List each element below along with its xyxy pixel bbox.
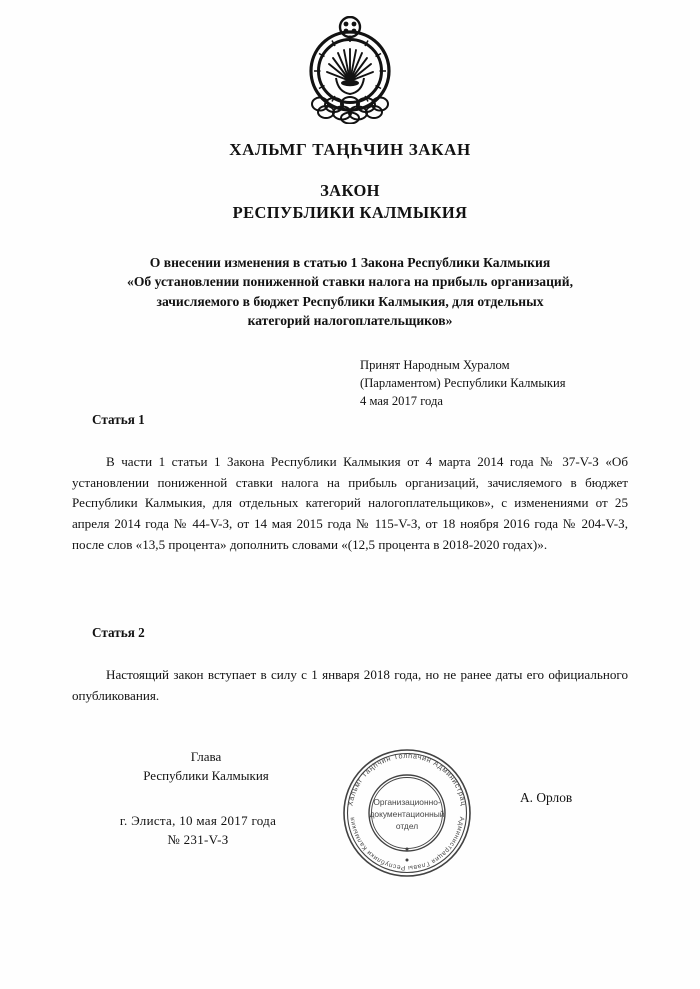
article-2-body: Настоящий закон вступает в силу с 1 января 2018 года, но не ранее даты его официального опубликования. [72,667,628,703]
stamp-middle-ring-text: Администрация Главы Республики Калмыкия [349,816,465,872]
document-subject-title [72,253,628,330]
document-subject-line-3: зачисляемого в бюджет Республики Калмыкия, для отдельных [156,293,544,309]
place-and-date-block [78,812,318,850]
adoption-note-line-2: (Парламентом) Республики Калмыкия [360,375,566,390]
document-subject-line-1: О внесении изменения в статью 1 Закона Республики Калмыкия [149,255,551,270]
stamp-dot-upper [406,848,409,851]
round-stamp-icon [334,746,480,880]
signatory-title-line-2: Республики Калмыкия [143,767,269,783]
official-stamp [334,746,480,880]
article-1-body: В части 1 статьи 1 Закона Республики Калмыкия от 4 марта 2014 года № 37-V-З «Об установлении пониженной ставки налога на прибыль организаций, зачисляемого в бюджет Республики Калмыкия, для отдельных категорий налогоплательщиков», с изменениями от 25 апреля 2014 года № 44-V-З, от 14 мая 2015 года № 115-V-З, от 18 ноября 2016 года № 204-V-З, после слов «13,5 процента» дополнить словами «(12,5 процента в 2018-2020 годах)». [72,454,628,552]
article-1-heading: Статья 1 [92,412,145,427]
stamp-inner-line-3: отдел [395,821,419,831]
signatory-title-line-1: Глава [190,749,222,764]
adoption-note-date: 4 мая 2017 года [360,393,443,408]
article-2-heading: Статья 2 [92,625,145,640]
stamp-inner-line-2: документационный [369,809,445,819]
law-heading [0,180,700,225]
document-number: № 231-V-З [167,831,229,847]
signatory-title [96,748,316,786]
law-heading-line-2: РЕСПУБЛИКИ КАЛМЫКИЯ [232,203,468,223]
kalmyk-law-heading: ХАЛЬМГ ТАҢҺЧИН ЗАКАН [229,140,471,159]
stamp-outer-ring-text: Хальмг Таңһчин Толһачин Администрац [345,750,469,807]
place-and-date: г. Элиста, 10 мая 2017 года [119,813,277,828]
law-heading-line-1: ЗАКОН [320,181,380,200]
emblem-container [0,16,700,124]
document-subject-line-2: «Об установлении пониженной ставки налога на прибыль организаций, [127,274,573,290]
coat-of-arms-of-kalmykia-icon [292,16,408,124]
adoption-note-line-1: Принят Народным Хуралом [360,358,510,372]
stamp-inner-line-1: Организационно- [373,797,441,807]
stamp-dot-lower [406,859,409,862]
adoption-note [360,357,566,411]
document-subject-line-4: категорий налогоплательщиков» [247,312,453,328]
signer-name: А. Орлов [520,790,573,805]
